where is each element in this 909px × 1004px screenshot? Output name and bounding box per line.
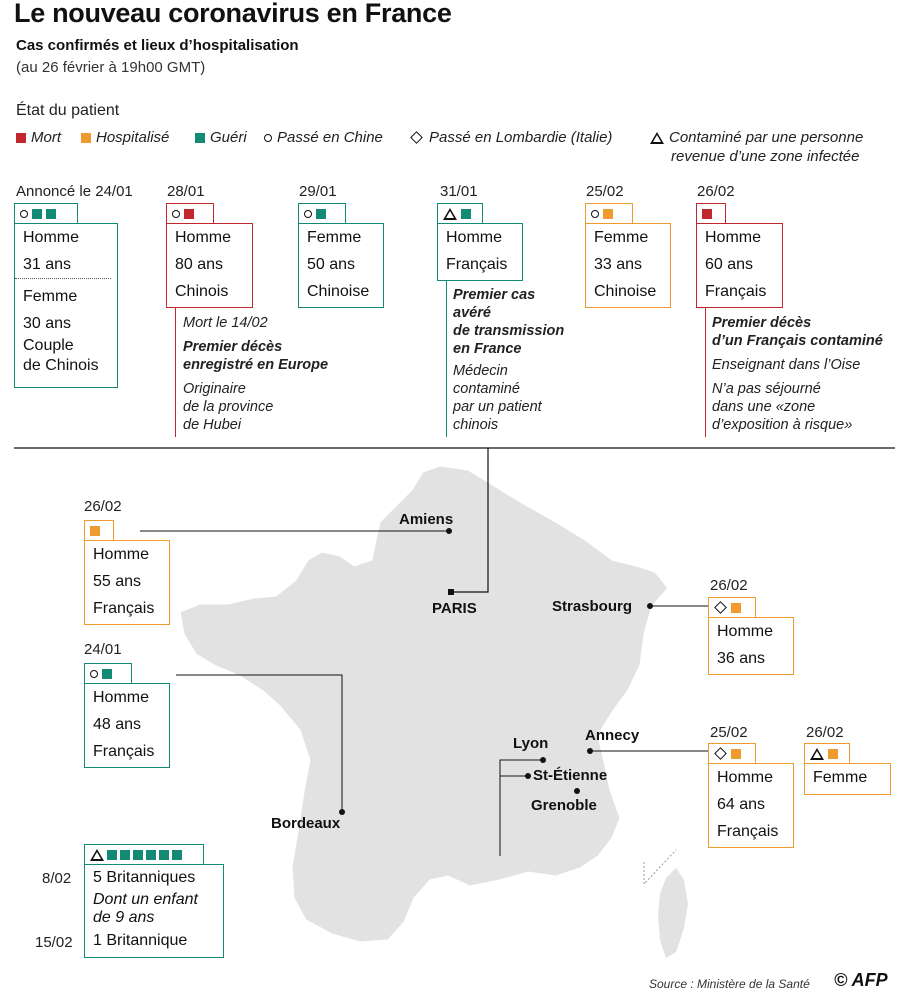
amiens-dot	[446, 528, 452, 534]
city-grenoble: Grenoble	[531, 797, 597, 814]
note-text: Originaire	[183, 381, 246, 397]
legend-mort-label: Mort	[31, 129, 61, 146]
note-text: Enseignant dans l’Oise	[712, 357, 861, 373]
case-text: Français	[705, 283, 767, 300]
legend-contamine-label-2: revenue d’une zone infectée	[671, 148, 860, 165]
city-annecy: Annecy	[585, 727, 640, 744]
subtitle: Cas confirmés et lieux d’hospitalisation	[16, 37, 299, 54]
case-text: 80 ans	[175, 256, 224, 273]
case-date: 26/02	[84, 498, 122, 515]
status-tab	[84, 663, 132, 683]
case-card	[84, 540, 170, 625]
paris-marker	[448, 589, 454, 595]
case-text: 5 Britanniques	[93, 869, 196, 886]
legend-contamine-label: Contaminé par une personne	[669, 129, 864, 146]
note-text: dans une «zone	[712, 399, 816, 415]
triangle-icon	[90, 849, 104, 861]
case-text: Homme	[717, 769, 774, 786]
strasbourg-dot	[647, 603, 653, 609]
case-text: 36 ans	[717, 650, 766, 667]
case-text: 33 ans	[594, 256, 643, 273]
case-date: 28/01	[167, 183, 205, 200]
case-text: 64 ans	[717, 796, 766, 813]
square-teal-icon	[146, 850, 156, 860]
case-text: Femme	[307, 229, 362, 246]
case-text: Homme	[717, 623, 774, 640]
case-text: 31 ans	[15, 251, 111, 279]
triangle-icon	[810, 748, 824, 760]
square-orange-icon	[828, 749, 838, 759]
case-text: Français	[93, 600, 155, 617]
case-card	[804, 763, 891, 795]
case-date: 8/02	[42, 870, 72, 887]
afp-logo: © AFP	[834, 970, 888, 990]
note-text: Premier décès	[183, 339, 283, 355]
note-text: par un patient	[453, 399, 542, 415]
lyon-dot	[540, 757, 546, 763]
case-date: 26/02	[697, 183, 735, 200]
case-date: 25/02	[710, 724, 748, 741]
case-date: 31/01	[440, 183, 478, 200]
note-text: N’a pas séjourné	[712, 381, 821, 397]
case-text: Homme	[446, 229, 503, 246]
city-amiens: Amiens	[399, 511, 454, 528]
legend-hospitalise-label: Hospitalisé	[96, 129, 170, 146]
case-date: 25/02	[586, 183, 624, 200]
square-orange-icon	[731, 603, 741, 613]
square-teal-icon	[102, 669, 112, 679]
diamond-icon	[714, 747, 727, 760]
case-text: de Chinois	[23, 357, 99, 374]
case-text: Homme	[93, 546, 150, 563]
case-text: Français	[717, 823, 779, 840]
legend-chine-label: Passé en Chine	[277, 129, 383, 146]
case-text: 48 ans	[93, 716, 142, 733]
case-text: Femme	[594, 229, 649, 246]
note-text: de la province	[183, 399, 274, 415]
case-date: 29/01	[299, 183, 337, 200]
case-card	[708, 617, 794, 675]
square-teal-icon	[159, 850, 169, 860]
case-text: Homme	[175, 229, 232, 246]
case-text: Dont un enfant	[93, 891, 198, 908]
case-text: Homme	[23, 229, 80, 246]
annecy-dot	[587, 748, 593, 754]
case-text: de 9 ans	[93, 909, 155, 926]
status-tab	[708, 597, 756, 617]
note-text: de transmission	[453, 323, 565, 339]
case-date: 15/02	[35, 934, 73, 951]
case-card-british	[84, 864, 224, 958]
status-tab	[84, 844, 204, 864]
case-card	[708, 763, 794, 848]
note-text: en France	[453, 341, 522, 357]
case-text: 60 ans	[705, 256, 754, 273]
case-date: Annoncé le 24/01	[16, 183, 133, 200]
case-date: 26/02	[710, 577, 748, 594]
corsica-map	[658, 868, 688, 958]
status-tab	[708, 743, 756, 763]
legend-gueri-label: Guéri	[210, 129, 247, 146]
france-map	[180, 466, 668, 942]
st-etienne-dot	[525, 773, 531, 779]
diamond-icon	[714, 601, 727, 614]
legend-title: État du patient	[16, 102, 120, 119]
page-title: Le nouveau coronavirus en France	[14, 0, 452, 28]
note-text: Médecin	[453, 363, 508, 379]
city-lyon: Lyon	[513, 735, 549, 752]
case-text: 50 ans	[307, 256, 356, 273]
subtitle-date: (au 26 février à 19h00 GMT)	[16, 59, 206, 76]
case-text: Femme	[813, 769, 868, 786]
legend-lombardie-label: Passé en Lombardie (Italie)	[429, 129, 613, 146]
status-tab	[84, 520, 114, 540]
note-text: avéré	[453, 305, 491, 321]
case-card	[84, 683, 170, 768]
note-text: contaminé	[453, 381, 520, 397]
case-text: 30 ans	[23, 315, 72, 332]
city-paris: PARIS	[432, 600, 477, 617]
case-text: Français	[446, 256, 508, 273]
city-bordeaux: Bordeaux	[271, 815, 341, 832]
note-text: Premier décès	[712, 315, 812, 331]
note-text: Premier cas	[453, 287, 536, 303]
case-text: Chinoise	[594, 283, 657, 300]
case-text: 1 Britannique	[93, 932, 188, 949]
city-strasbourg: Strasbourg	[552, 598, 633, 615]
case-text: Couple	[23, 337, 74, 354]
note-text: d’un Français contaminé	[712, 333, 883, 349]
square-teal-icon	[133, 850, 143, 860]
note-text: Mort le 14/02	[183, 315, 268, 331]
square-teal-icon	[120, 850, 130, 860]
case-text: Chinois	[175, 283, 229, 300]
note-text: enregistré en Europe	[183, 357, 329, 373]
case-text: Homme	[705, 229, 762, 246]
note-text: chinois	[453, 417, 499, 433]
case-text: Homme	[93, 689, 150, 706]
case-text: Femme	[23, 288, 78, 305]
square-orange-icon	[90, 526, 100, 536]
circle-icon	[90, 670, 98, 678]
case-text: Chinoise	[307, 283, 370, 300]
case-text: Français	[93, 743, 155, 760]
square-teal-icon	[172, 850, 182, 860]
note-text: d’exposition à risque»	[712, 417, 853, 433]
status-tab	[804, 743, 850, 763]
case-text: 55 ans	[93, 573, 142, 590]
note-text: de Hubei	[183, 417, 242, 433]
square-orange-icon	[731, 749, 741, 759]
source-text: Source : Ministère de la Santé	[649, 977, 810, 991]
case-date: 26/02	[806, 724, 844, 741]
square-teal-icon	[107, 850, 117, 860]
case-date: 24/01	[84, 641, 122, 658]
grenoble-dot	[574, 788, 580, 794]
city-st-etienne: St-Étienne	[533, 767, 608, 784]
